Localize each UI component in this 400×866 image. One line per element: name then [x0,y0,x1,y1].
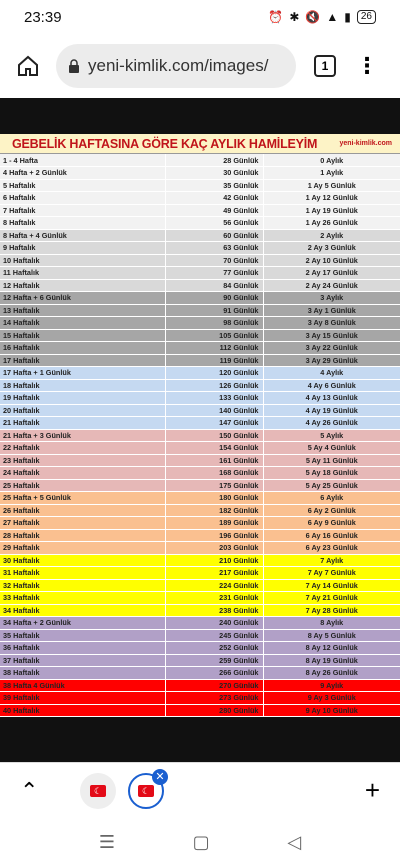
table-row [0,279,400,292]
months-cell: 5 Ay 11 Günlük [263,454,400,467]
home-nav-icon[interactable]: ▢ [192,831,210,852]
week-cell: 24 Haftalık [0,467,165,480]
months-cell: 6 Ay 2 Günlük [263,504,400,517]
chevron-up-icon[interactable]: ⌃ [20,777,39,803]
table-row [0,342,400,355]
watermark: yeni-kimlik.com [339,140,392,147]
week-cell: 35 Haftalık [0,629,165,642]
months-cell: 8 Ay 19 Günlük [263,654,400,667]
new-tab-button[interactable]: + [364,775,380,805]
table-row [0,304,400,317]
signal-icon: ▮ [344,10,351,24]
months-cell: 9 Ay 10 Günlük [263,704,400,717]
months-cell: 9 Aylık [263,679,400,692]
home-button[interactable] [12,50,44,82]
clock: 23:39 [24,8,62,26]
months-cell: 9 Ay 3 Günlük [263,692,400,705]
days-cell: 231 Günlük [165,592,263,605]
week-cell: 1 - 4 Hafta [0,154,165,167]
week-cell: 18 Haftalık [0,379,165,392]
tab-strip [0,762,400,818]
table-row [0,404,400,417]
table-row [0,379,400,392]
days-cell: 35 Günlük [165,179,263,192]
week-cell: 21 Haftalık [0,417,165,430]
days-cell: 30 Günlük [165,167,263,180]
turkey-flag-icon: ☾ [90,785,106,797]
address-bar[interactable] [56,44,296,88]
tab-switcher-button[interactable]: 1 [314,55,336,77]
week-cell: 33 Haftalık [0,592,165,605]
days-cell: 196 Günlük [165,529,263,542]
week-cell: 20 Haftalık [0,404,165,417]
table-row [0,442,400,455]
week-cell: 16 Haftalık [0,342,165,355]
table-row [0,429,400,442]
table-row [0,579,400,592]
week-cell: 27 Haftalık [0,517,165,530]
months-cell: 1 Aylık [263,167,400,180]
week-cell: 38 Hafta 4 Günlük [0,679,165,692]
home-icon [16,54,40,78]
months-cell: 4 Ay 26 Günlük [263,417,400,430]
months-cell: 7 Ay 28 Günlük [263,604,400,617]
table-row [0,542,400,555]
table-row [0,504,400,517]
week-cell: 25 Hafta + 5 Günlük [0,492,165,505]
days-cell: 105 Günlük [165,329,263,342]
week-cell: 39 Haftalık [0,692,165,705]
months-cell: 1 Ay 5 Günlük [263,179,400,192]
days-cell: 140 Günlük [165,404,263,417]
months-cell: 3 Ay 29 Günlük [263,354,400,367]
week-cell: 8 Haftalık [0,217,165,230]
week-cell: 6 Haftalık [0,192,165,205]
days-cell: 280 Günlük [165,704,263,717]
lock-icon [68,59,80,73]
months-cell: 5 Aylık [263,429,400,442]
week-cell: 34 Haftalık [0,604,165,617]
table-row [0,592,400,605]
week-cell: 26 Haftalık [0,504,165,517]
months-cell: 4 Ay 13 Günlük [263,392,400,405]
week-cell: 7 Haftalık [0,204,165,217]
recents-icon[interactable]: ☰ [98,831,115,852]
days-cell: 224 Günlük [165,579,263,592]
table-row [0,454,400,467]
pregnancy-chart [0,134,400,717]
week-cell: 21 Hafta + 3 Günlük [0,429,165,442]
months-cell: 6 Ay 9 Günlük [263,517,400,530]
overflow-menu-icon[interactable]: ⋮ [356,53,378,78]
months-cell: 3 Ay 1 Günlük [263,304,400,317]
week-cell: 28 Haftalık [0,529,165,542]
months-cell: 8 Ay 5 Günlük [263,629,400,642]
table-row [0,679,400,692]
months-cell: 4 Ay 6 Günlük [263,379,400,392]
months-cell: 4 Ay 19 Günlük [263,404,400,417]
months-cell: 3 Aylık [263,292,400,305]
days-cell: 150 Günlük [165,429,263,442]
week-cell: 12 Haftalık [0,279,165,292]
months-cell: 7 Ay 7 Günlük [263,567,400,580]
days-cell: 238 Günlük [165,604,263,617]
table-row [0,529,400,542]
days-cell: 273 Günlük [165,692,263,705]
active-tab-thumbnail[interactable] [128,770,165,809]
week-cell: 12 Hafta + 6 Günlük [0,292,165,305]
months-cell: 7 Aylık [263,554,400,567]
week-cell: 40 Haftalık [0,704,165,717]
days-cell: 77 Günlük [165,267,263,280]
days-cell: 259 Günlük [165,654,263,667]
tab-thumbnail[interactable] [80,773,116,809]
months-cell: 3 Ay 15 Günlük [263,329,400,342]
week-cell: 34 Hafta + 2 Günlük [0,617,165,630]
battery-indicator: 26 [357,10,376,24]
week-cell: 19 Haftalık [0,392,165,405]
week-cell: 29 Haftalık [0,542,165,555]
days-cell: 168 Günlük [165,467,263,480]
table-row [0,604,400,617]
table-row [0,654,400,667]
months-cell: 8 Ay 12 Günlük [263,642,400,655]
table-row [0,692,400,705]
week-cell: 36 Haftalık [0,642,165,655]
table-row [0,229,400,242]
days-cell: 266 Günlük [165,667,263,680]
table-row [0,417,400,430]
days-cell: 161 Günlük [165,454,263,467]
days-cell: 112 Günlük [165,342,263,355]
table-row [0,167,400,180]
week-cell: 4 Hafta + 2 Günlük [0,167,165,180]
days-cell: 182 Günlük [165,504,263,517]
days-cell: 84 Günlük [165,279,263,292]
months-cell: 6 Aylık [263,492,400,505]
days-cell: 119 Günlük [165,354,263,367]
months-cell: 7 Ay 21 Günlük [263,592,400,605]
status-bar [0,0,400,34]
days-cell: 133 Günlük [165,392,263,405]
table-row [0,642,400,655]
week-cell: 38 Haftalık [0,667,165,680]
week-cell: 10 Haftalık [0,254,165,267]
days-cell: 270 Günlük [165,679,263,692]
table-row [0,154,400,167]
chart-title-bar [0,134,400,154]
alarm-icon: ⏰ [268,10,284,24]
week-cell: 17 Hafta + 1 Günlük [0,367,165,380]
days-cell: 203 Günlük [165,542,263,555]
week-cell: 32 Haftalık [0,579,165,592]
table-row [0,467,400,480]
table-row [0,329,400,342]
months-cell: 5 Ay 18 Günlük [263,467,400,480]
months-cell: 6 Ay 16 Günlük [263,529,400,542]
months-cell: 4 Aylık [263,367,400,380]
week-cell: 14 Haftalık [0,317,165,330]
table-row [0,179,400,192]
table-row [0,254,400,267]
months-cell: 2 Ay 10 Günlük [263,254,400,267]
table-row [0,267,400,280]
months-cell: 3 Ay 22 Günlük [263,342,400,355]
months-cell: 6 Ay 23 Günlük [263,542,400,555]
table-row [0,629,400,642]
days-cell: 63 Günlük [165,242,263,255]
months-cell: 2 Aylık [263,229,400,242]
table-row [0,367,400,380]
table-row [0,217,400,230]
table-row [0,242,400,255]
week-cell: 25 Haftalık [0,479,165,492]
mute-icon: 🔇 [305,10,321,24]
days-cell: 70 Günlük [165,254,263,267]
days-cell: 147 Günlük [165,417,263,430]
week-cell: 8 Hafta + 4 Günlük [0,229,165,242]
bluetooth-icon: ✱ [289,10,300,24]
pregnancy-table [0,154,400,717]
table-row [0,317,400,330]
week-cell: 22 Haftalık [0,442,165,455]
close-icon[interactable]: ✕ [152,769,168,785]
months-cell: 1 Ay 12 Günlük [263,192,400,205]
months-cell: 2 Ay 24 Günlük [263,279,400,292]
table-row [0,192,400,205]
days-cell: 154 Günlük [165,442,263,455]
wifi-icon: ▲ [326,10,339,24]
week-cell: 17 Haftalık [0,354,165,367]
days-cell: 240 Günlük [165,617,263,630]
page-content [0,98,400,762]
days-cell: 56 Günlük [165,217,263,230]
status-icons [268,10,376,24]
days-cell: 90 Günlük [165,292,263,305]
months-cell: 5 Ay 25 Günlük [263,479,400,492]
week-cell: 23 Haftalık [0,454,165,467]
back-icon[interactable]: ◁ [287,831,302,852]
table-row [0,517,400,530]
days-cell: 189 Günlük [165,517,263,530]
week-cell: 31 Haftalık [0,567,165,580]
months-cell: 2 Ay 17 Günlük [263,267,400,280]
months-cell: 3 Ay 8 Günlük [263,317,400,330]
week-cell: 5 Haftalık [0,179,165,192]
table-row [0,292,400,305]
table-row [0,617,400,630]
months-cell: 8 Ay 26 Günlük [263,667,400,680]
table-row [0,392,400,405]
days-cell: 42 Günlük [165,192,263,205]
months-cell: 0 Aylık [263,154,400,167]
week-cell: 37 Haftalık [0,654,165,667]
days-cell: 91 Günlük [165,304,263,317]
days-cell: 49 Günlük [165,204,263,217]
week-cell: 30 Haftalık [0,554,165,567]
table-row [0,479,400,492]
days-cell: 217 Günlük [165,567,263,580]
days-cell: 28 Günlük [165,154,263,167]
months-cell: 1 Ay 19 Günlük [263,204,400,217]
table-row [0,667,400,680]
days-cell: 245 Günlük [165,629,263,642]
table-row [0,554,400,567]
days-cell: 98 Günlük [165,317,263,330]
turkey-flag-icon: ☾ [138,785,154,797]
table-row [0,492,400,505]
table-row [0,354,400,367]
months-cell: 2 Ay 3 Günlük [263,242,400,255]
chart-title: GEBELİK HAFTASINA GÖRE KAÇ AYLIK HAMİLEYİM [12,136,318,151]
days-cell: 126 Günlük [165,379,263,392]
week-cell: 13 Haftalık [0,304,165,317]
week-cell: 11 Haftalık [0,267,165,280]
system-nav-bar [0,818,400,866]
table-row [0,567,400,580]
months-cell: 5 Ay 4 Günlük [263,442,400,455]
table-row [0,204,400,217]
browser-toolbar [0,34,400,98]
week-cell: 9 Haftalık [0,242,165,255]
months-cell: 1 Ay 26 Günlük [263,217,400,230]
url-text: yeni-kimlik.com/images/ [88,56,269,75]
days-cell: 180 Günlük [165,492,263,505]
months-cell: 7 Ay 14 Günlük [263,579,400,592]
days-cell: 175 Günlük [165,479,263,492]
days-cell: 210 Günlük [165,554,263,567]
week-cell: 15 Haftalık [0,329,165,342]
days-cell: 120 Günlük [165,367,263,380]
months-cell: 8 Aylık [263,617,400,630]
days-cell: 60 Günlük [165,229,263,242]
days-cell: 252 Günlük [165,642,263,655]
table-row [0,704,400,717]
